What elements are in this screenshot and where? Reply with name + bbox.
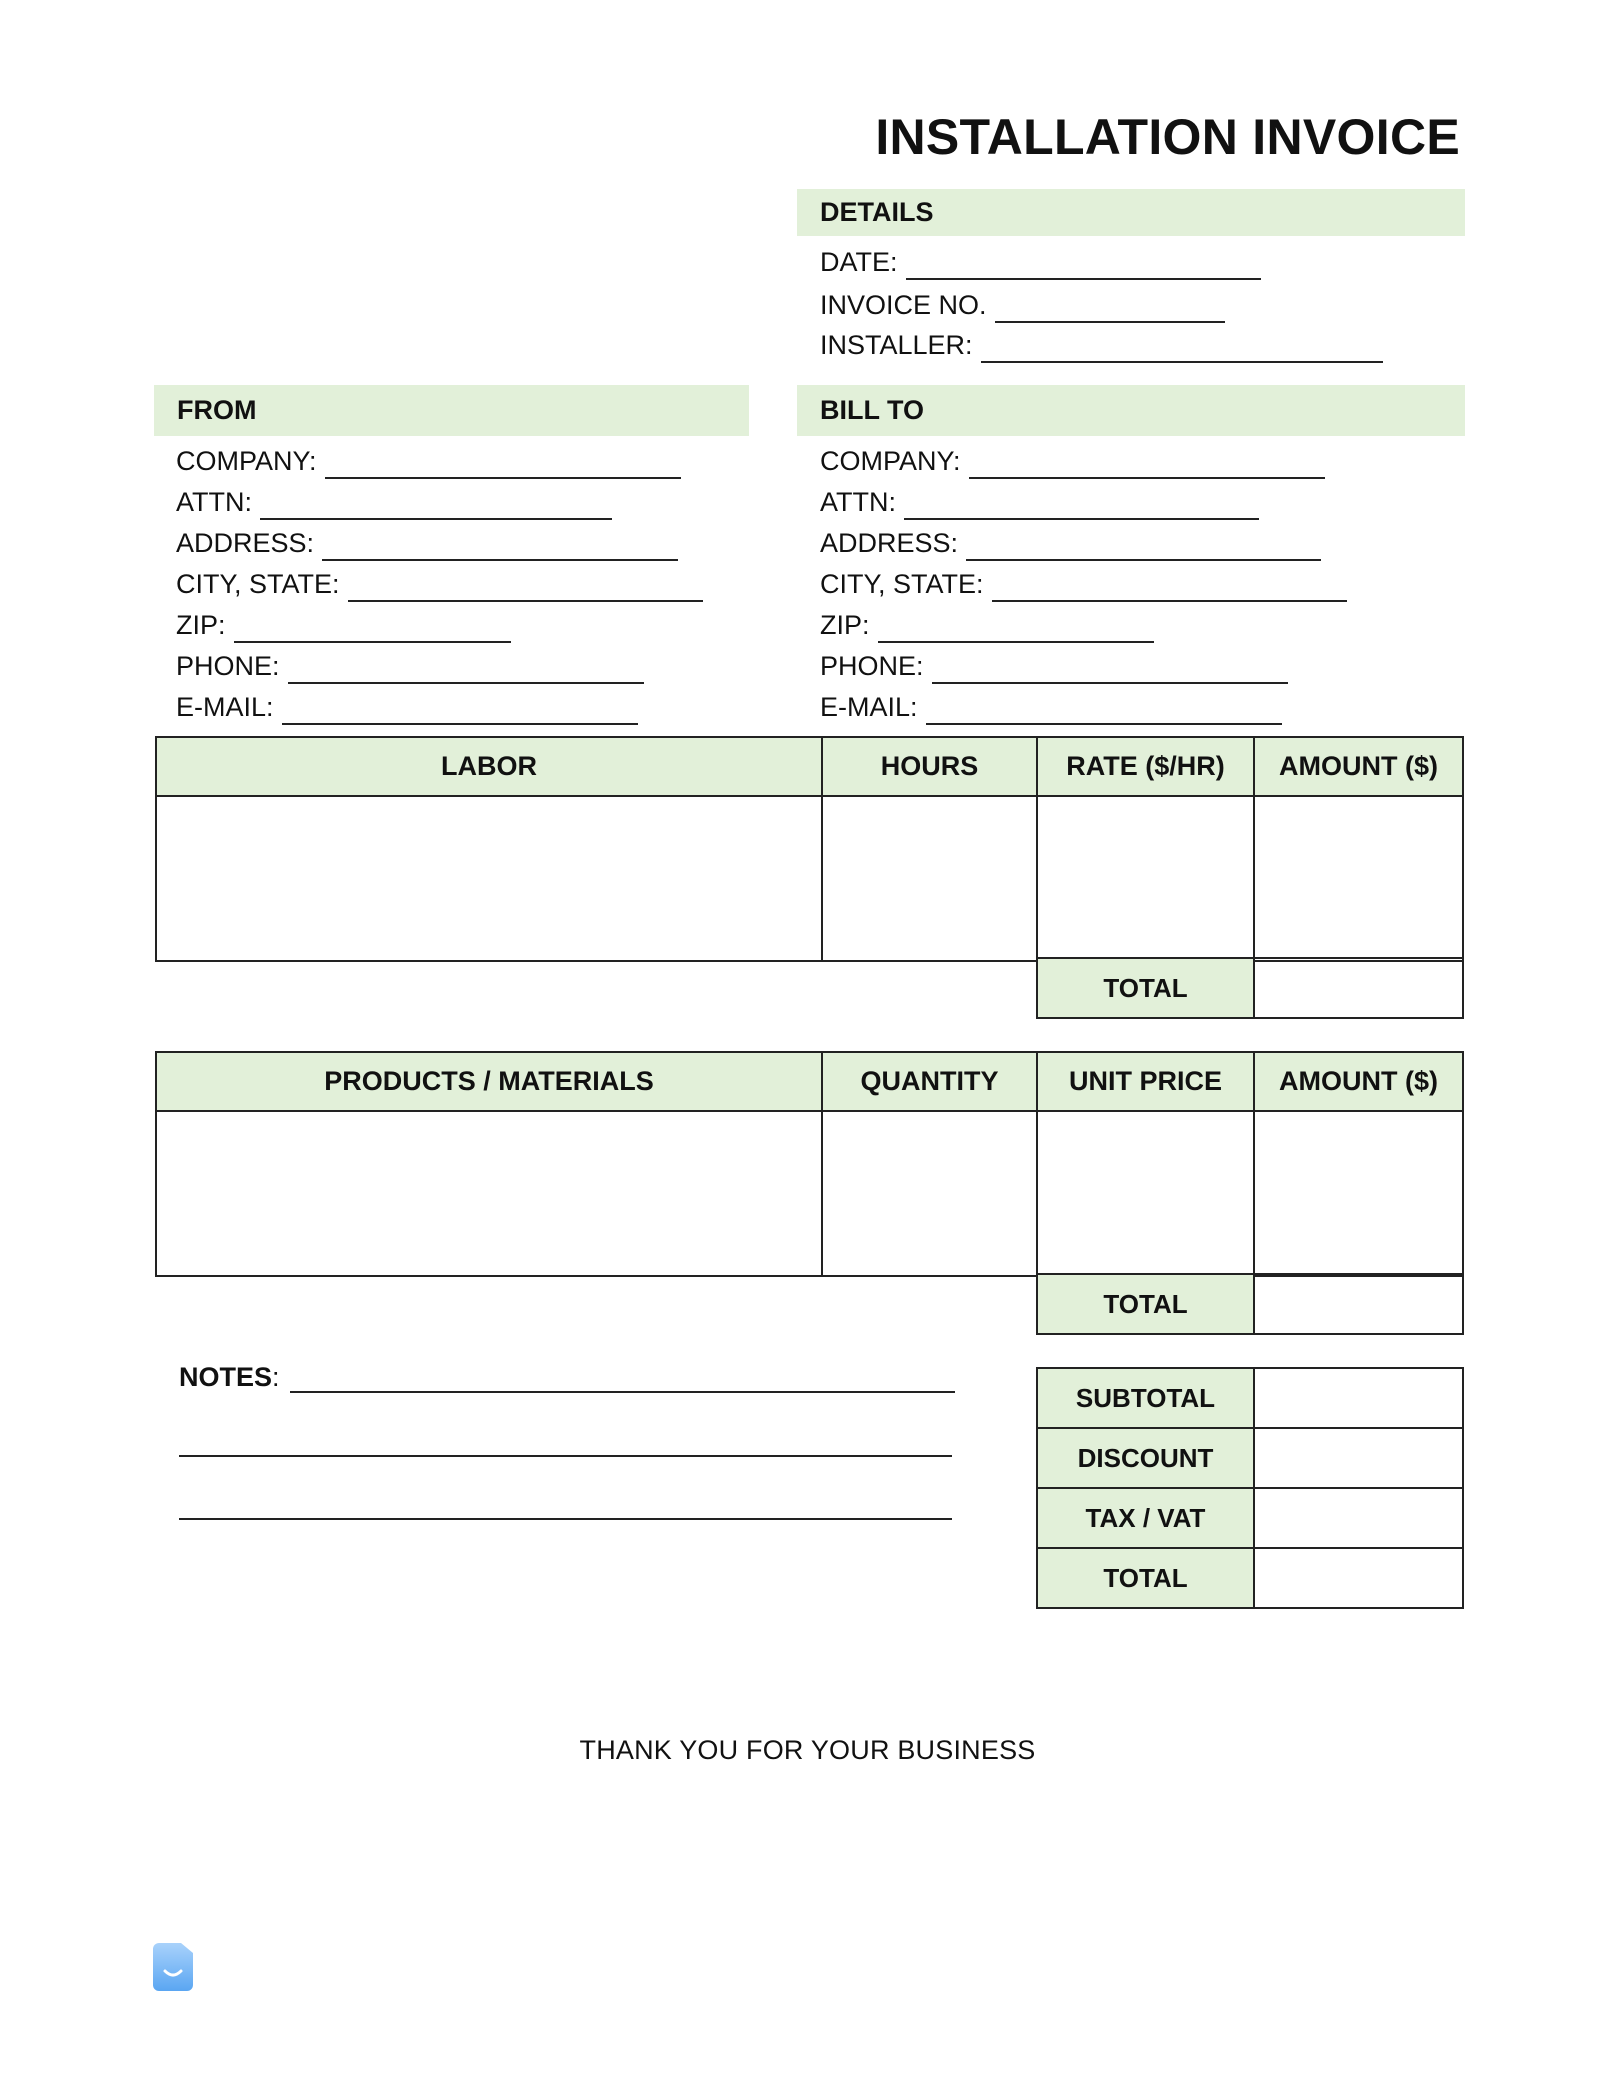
labor-header-row bbox=[156, 737, 1463, 796]
bill-to-address-label: ADDRESS: bbox=[820, 528, 959, 558]
from-city-state-label: CITY, STATE: bbox=[176, 569, 340, 599]
tax-vat-value[interactable] bbox=[1254, 1488, 1463, 1548]
bill-to-city-state-field bbox=[820, 561, 1347, 602]
bill-to-city-state-input-line[interactable] bbox=[992, 574, 1347, 602]
bill-to-address-input-line[interactable] bbox=[966, 533, 1321, 561]
bill-to-attn-label: ATTN: bbox=[820, 487, 896, 517]
rate-col-header: RATE ($/HR) bbox=[1037, 737, 1254, 796]
bill-to-address-field bbox=[820, 520, 1347, 561]
bill-to-company-field bbox=[820, 438, 1347, 479]
from-heading: FROM bbox=[154, 385, 749, 436]
installer-label: INSTALLER: bbox=[820, 330, 973, 360]
notes-line-2[interactable] bbox=[179, 1455, 952, 1457]
from-email-input-line[interactable] bbox=[282, 697, 638, 725]
from-zip-input-line[interactable] bbox=[234, 615, 511, 643]
products-amount-cell[interactable] bbox=[1254, 1111, 1463, 1276]
date-field bbox=[820, 240, 1261, 280]
bill-to-email-input-line[interactable] bbox=[926, 697, 1282, 725]
unit-price-col-header: UNIT PRICE bbox=[1037, 1052, 1254, 1111]
bill-to-city-state-label: CITY, STATE: bbox=[820, 569, 984, 599]
quantity-col-header: QUANTITY bbox=[822, 1052, 1037, 1111]
discount-label: DISCOUNT bbox=[1037, 1428, 1254, 1488]
from-address-field bbox=[176, 520, 703, 561]
installer-field bbox=[820, 323, 1383, 363]
installer-input-line[interactable] bbox=[981, 335, 1383, 363]
from-fields bbox=[176, 438, 703, 725]
labor-total-row bbox=[1037, 958, 1463, 1018]
hours-cell[interactable] bbox=[822, 796, 1037, 961]
labor-body-row bbox=[156, 796, 1463, 961]
from-phone-label: PHONE: bbox=[176, 651, 280, 681]
from-phone-field bbox=[176, 643, 703, 684]
bill-to-phone-input-line[interactable] bbox=[932, 656, 1288, 684]
from-zip-label: ZIP: bbox=[176, 610, 226, 640]
from-company-field bbox=[176, 438, 703, 479]
invoice-no-input-line[interactable] bbox=[995, 295, 1225, 323]
summary-table bbox=[1036, 1367, 1464, 1609]
from-attn-input-line[interactable] bbox=[260, 492, 612, 520]
tax-vat-label: TAX / VAT bbox=[1037, 1488, 1254, 1548]
notes-line-3[interactable] bbox=[179, 1518, 952, 1520]
from-attn-label: ATTN: bbox=[176, 487, 252, 517]
bill-to-fields bbox=[820, 438, 1347, 725]
notes-label: NOTES bbox=[179, 1362, 273, 1392]
from-city-state-input-line[interactable] bbox=[348, 574, 703, 602]
labor-col-header: LABOR bbox=[156, 737, 822, 796]
products-total-row bbox=[1037, 1274, 1463, 1334]
labor-total-label: TOTAL bbox=[1037, 958, 1254, 1018]
discount-row bbox=[1037, 1428, 1463, 1488]
from-city-state-field bbox=[176, 561, 703, 602]
bill-to-zip-field bbox=[820, 602, 1347, 643]
labor-table bbox=[155, 736, 1464, 962]
products-total-value[interactable] bbox=[1254, 1274, 1463, 1334]
bill-to-zip-label: ZIP: bbox=[820, 610, 870, 640]
from-email-label: E-MAIL: bbox=[176, 692, 274, 722]
rate-cell[interactable] bbox=[1037, 796, 1254, 961]
products-body-row bbox=[156, 1111, 1463, 1276]
bill-to-company-input-line[interactable] bbox=[969, 451, 1325, 479]
products-col-header: PRODUCTS / MATERIALS bbox=[156, 1052, 822, 1111]
details-heading: DETAILS bbox=[797, 189, 1465, 236]
products-description-cell[interactable] bbox=[156, 1111, 822, 1276]
discount-value[interactable] bbox=[1254, 1428, 1463, 1488]
notes-colon: : bbox=[272, 1362, 280, 1392]
invoice-no-label: INVOICE NO. bbox=[820, 290, 987, 320]
from-company-label: COMPANY: bbox=[176, 446, 317, 476]
bill-to-email-field bbox=[820, 684, 1347, 725]
bill-to-phone-label: PHONE: bbox=[820, 651, 924, 681]
subtotal-row bbox=[1037, 1368, 1463, 1428]
products-table bbox=[155, 1051, 1464, 1277]
bill-to-email-label: E-MAIL: bbox=[820, 692, 918, 722]
subtotal-value[interactable] bbox=[1254, 1368, 1463, 1428]
from-company-input-line[interactable] bbox=[325, 451, 681, 479]
bill-to-phone-field bbox=[820, 643, 1347, 684]
grand-total-value[interactable] bbox=[1254, 1548, 1463, 1608]
products-total-table bbox=[1036, 1273, 1464, 1335]
bill-to-company-label: COMPANY: bbox=[820, 446, 961, 476]
bill-to-attn-field bbox=[820, 479, 1347, 520]
grand-total-row bbox=[1037, 1548, 1463, 1608]
products-total-label: TOTAL bbox=[1037, 1274, 1254, 1334]
thank-you-message: THANK YOU FOR YOUR BUSINESS bbox=[579, 1735, 1036, 1765]
invoice-no-field bbox=[820, 283, 1225, 323]
invoice-title: INSTALLATION INVOICE bbox=[875, 109, 1460, 165]
from-phone-input-line[interactable] bbox=[288, 656, 644, 684]
products-amount-col-header: AMOUNT ($) bbox=[1254, 1052, 1463, 1111]
date-label: DATE: bbox=[820, 247, 898, 277]
labor-total-value[interactable] bbox=[1254, 958, 1463, 1018]
from-attn-field bbox=[176, 479, 703, 520]
labor-amount-cell[interactable] bbox=[1254, 796, 1463, 961]
subtotal-label: SUBTOTAL bbox=[1037, 1368, 1254, 1428]
date-input-line[interactable] bbox=[906, 252, 1261, 280]
from-address-input-line[interactable] bbox=[322, 533, 678, 561]
grand-total-label: TOTAL bbox=[1037, 1548, 1254, 1608]
from-address-label: ADDRESS: bbox=[176, 528, 315, 558]
labor-total-table bbox=[1036, 957, 1464, 1019]
labor-description-cell[interactable] bbox=[156, 796, 822, 961]
tax-vat-row bbox=[1037, 1488, 1463, 1548]
brand-logo-icon bbox=[153, 1943, 193, 1991]
bill-to-attn-input-line[interactable] bbox=[904, 492, 1259, 520]
quantity-cell[interactable] bbox=[822, 1111, 1037, 1276]
bill-to-zip-input-line[interactable] bbox=[878, 615, 1154, 643]
labor-amount-col-header: AMOUNT ($) bbox=[1254, 737, 1463, 796]
bill-to-heading: BILL TO bbox=[797, 385, 1465, 436]
unit-price-cell[interactable] bbox=[1037, 1111, 1254, 1276]
hours-col-header: HOURS bbox=[822, 737, 1037, 796]
products-header-row bbox=[156, 1052, 1463, 1111]
from-email-field bbox=[176, 684, 703, 725]
notes-field bbox=[179, 1362, 955, 1392]
notes-line-1[interactable] bbox=[290, 1391, 955, 1393]
from-zip-field bbox=[176, 602, 703, 643]
